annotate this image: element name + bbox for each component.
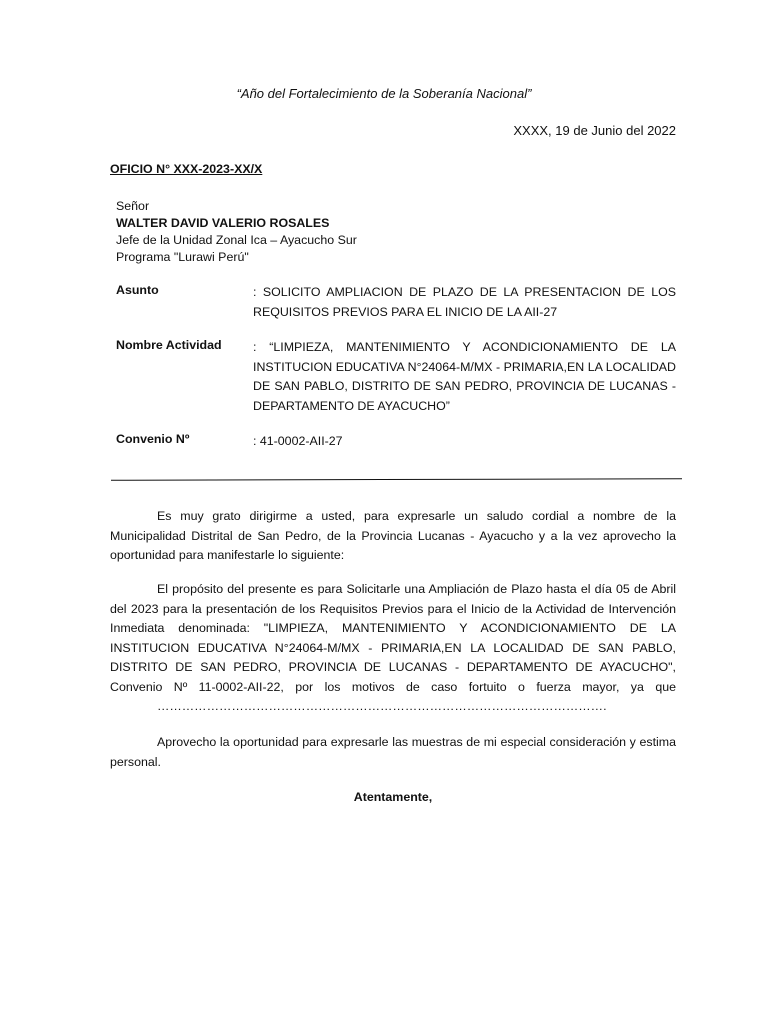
body-paragraph-1: Es muy grato dirigirme a usted, para expresarle un saludo cordial a nombre de la Municipalidad Distrital de San Pedro, de la Provincia Lucanas - Ayacucho y a la vez aprovecho la oportunidad para manifestarle lo siguiente: <box>110 509 676 562</box>
body-paragraph-2-text: El propósito del presente es para Solicitarle una Ampliación de Plazo hasta el día 05 de Abril del 2023 para la presentación de los Requisitos Previos para el Inicio de la Actividad de Intervención Inmediata denominada: "LIMPIEZA, MANTENIMIENTO Y ACONDICIONAMIENTO DE LA INSTITUCION EDUCATIVA N°24064-M/MX - PRIMARIA,EN LA LOCALIDAD DE SAN PABLO, DISTRITO DE SAN PEDRO, PROVINCIA DE LUCANAS - DEPARTAMENTO DE AYACUCHO", Convenio Nº 11-0002-AII-22, por los motivos de caso fortuito o fuerza mayor, ya que <box>110 582 676 694</box>
recipient-block <box>116 198 357 266</box>
recipient-position: Jefe de la Unidad Zonal Ica – Ayacucho Sur <box>116 233 357 247</box>
closing-line: Atentamente, <box>353 790 433 804</box>
date-line: XXXX, 19 de Junio del 2022 <box>513 123 676 138</box>
recipient-salutation: Señor <box>116 199 150 213</box>
oficio-number: OFICIO N° XXX-2023-XX/X <box>110 162 263 176</box>
header-divider <box>111 478 682 480</box>
field-asunto-label: Asunto <box>116 283 159 297</box>
recipient-program: Programa "Lurawi Perú" <box>116 250 249 264</box>
field-actividad-value: : “LIMPIEZA, MANTENIMIENTO Y ACONDICIONAMIENTO DE LA INSTITUCION EDUCATIVA N°24064-M/MX - PRIMARIA,EN LA LOCALIDAD DE SAN PABLO, DISTRITO DE SAN PEDRO, PROVINCIA DE LUCANAS - DEPARTAMENTO DE AYACUCHO” <box>253 340 676 413</box>
year-motto: “Año del Fortalecimiento de la Soberanía Nacional” <box>236 86 532 101</box>
field-convenio-label: Convenio Nº <box>116 432 190 446</box>
field-convenio-value: : 41-0002-AII-27 <box>253 434 343 448</box>
recipient-name: WALTER DAVID VALERIO ROSALES <box>116 216 330 230</box>
body-paragraph-3: Aprovecho la oportunidad para expresarle las muestras de mi especial consideración y estima personal. <box>110 735 676 769</box>
body-paragraph-2 <box>110 580 676 717</box>
field-actividad-label: Nombre Actividad <box>116 338 222 352</box>
body-paragraph-2-dots: ………………………………………………………………………………………………. <box>157 699 607 713</box>
field-asunto-value: : SOLICITO AMPLIACION DE PLAZO DE LA PRESENTACION DE LOS REQUISITOS PREVIOS PARA EL INICIO DE LA AII-27 <box>253 285 676 319</box>
